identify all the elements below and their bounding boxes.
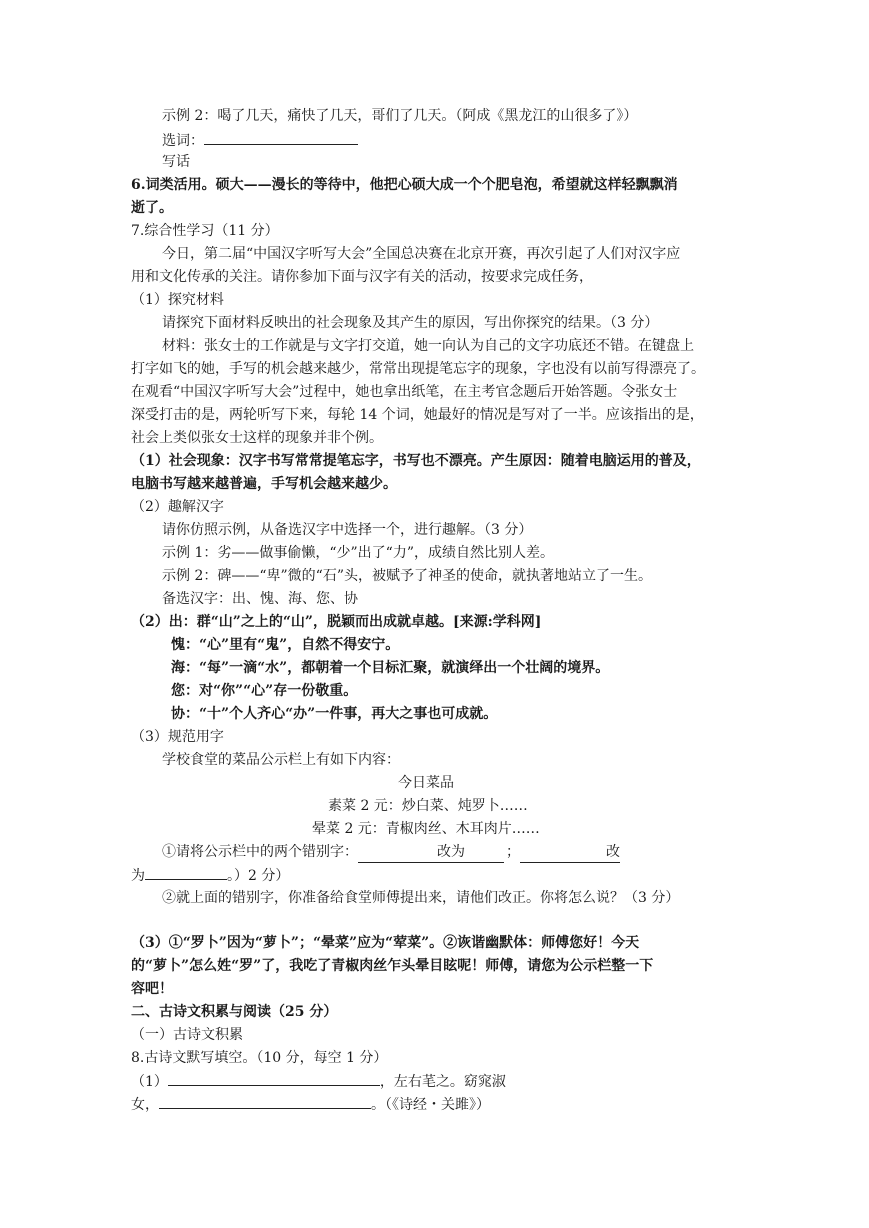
- text-line: 用和文化传承的关注。请你参加下面与汉字有关的活动，按要求完成任务，: [131, 269, 593, 285]
- section-heading: 7.综合性学习（11 分）: [131, 223, 279, 239]
- text-line: 改为: [437, 844, 465, 860]
- answer-blank[interactable]: [358, 842, 504, 863]
- text-line: 。）2 分）: [227, 868, 290, 884]
- answer-text: 您：对“你”“心”存一份敬重。: [171, 683, 358, 699]
- text-line: ①请将公示栏中的两个错别字：: [162, 844, 358, 860]
- answer-blank[interactable]: [159, 1094, 371, 1109]
- text-line: 备选汉字：出、愧、海、您、协: [162, 591, 358, 607]
- text-line: 写话: [162, 154, 190, 170]
- fill-in-line: [162, 842, 620, 863]
- answer-text: 愧：“心”里有“鬼”，自然不得安宁。: [171, 637, 400, 653]
- fill-in-line: [131, 1071, 506, 1092]
- answer-text: 容吧！: [131, 981, 173, 997]
- text-line: ；: [506, 844, 520, 860]
- text-line: ，左右芼之。窈窕淑: [379, 1074, 506, 1090]
- answer-text: 协：“十”个人齐心“办”一件事，再大之事也可成就。: [171, 706, 498, 722]
- menu-item: 晕菜 2 元：青椒肉丝、木耳肉片……: [312, 821, 540, 837]
- fill-in-line: [162, 130, 358, 151]
- text-line: 选词：: [162, 133, 204, 149]
- answer-blank[interactable]: [204, 130, 358, 145]
- text-line: 为: [131, 868, 145, 884]
- section-heading: 二、古诗文积累与阅读（25 分）: [131, 1004, 338, 1020]
- text-line: 深受打击的是，两轮听写下来，每轮 14 个词，她最好的情况是写对了一半。应该指出的是，: [131, 407, 704, 423]
- text-line: 改: [606, 844, 620, 860]
- text-line: 学校食堂的菜品公示栏上有如下内容：: [162, 752, 400, 768]
- answer-text: （2）出：群“山”之上的“山”，脱颖而出成就卓越。[来源:学科网]: [131, 614, 542, 630]
- text-line: 材料：张女士的工作就是与文字打交道，她一向认为自己的文字功底还不错。在键盘上: [162, 338, 694, 354]
- text-line: 女，: [131, 1097, 159, 1113]
- text-line: （1）: [131, 1074, 168, 1090]
- subsection-heading: （1）探究材料: [131, 292, 224, 308]
- answer-text: （3）①“罗卜”因为“萝卜”；“晕菜”应为“荤菜”。②诙谐幽默体：师傅您好！今天: [131, 935, 640, 951]
- text-line: ②就上面的错别字，你准备给食堂师傅提出来，请他们改正。你将怎么说？（3 分）: [162, 890, 680, 906]
- answer-text: （1）社会现象：汉字书写常常提笔忘字，书写也不漂亮。产生原因：随着电脑运用的普及，: [131, 453, 701, 469]
- menu-title: 今日菜品: [398, 775, 454, 791]
- text-line: 示例 1：劣——做事偷懒，“少”出了“力”，成绩自然比别人差。: [162, 545, 554, 561]
- text-line: 社会上类似张女士这样的现象并非个例。: [131, 430, 383, 446]
- answer-text: 的“萝卜”怎么姓“罗”了，我吃了青椒肉丝乍头晕目眩呢！师傅，请您为公示栏整一下: [131, 958, 654, 974]
- subsection-heading: （一）古诗文积累: [131, 1027, 243, 1043]
- text-line: 请你仿照示例，从备选汉字中选择一个，进行趣解。（3 分）: [162, 522, 533, 538]
- text-line: 。（《诗经・关雎》）: [371, 1097, 490, 1113]
- fill-in-line: [131, 865, 289, 886]
- subsection-heading: （2）趣解汉字: [131, 499, 224, 515]
- text-line: 示例 2：碑——“卑”微的“石”头，被赋予了神圣的使命，就执著地站立了一生。: [162, 568, 652, 584]
- fill-in-line: [131, 1094, 490, 1115]
- answer-text: 电脑书写越来越普遍，手写机会越来越少。: [131, 476, 397, 492]
- answer-text: 逝了。: [131, 200, 173, 216]
- answer-blank[interactable]: [520, 842, 620, 863]
- menu-item: 素菜 2 元：炒白菜、炖罗卜……: [328, 798, 528, 814]
- text-line: 在观看“中国汉字听写大会”过程中，她也拿出纸笔，在主考官念题后开始答题。令张女士: [131, 384, 678, 400]
- answer-blank[interactable]: [168, 1071, 380, 1086]
- text-line: 请探究下面材料反映出的社会现象及其产生的原因，写出你探究的结果。（3 分）: [162, 315, 659, 331]
- question-heading: 8.古诗文默写填空。（10 分，每空 1 分）: [131, 1050, 388, 1066]
- answer-text: 6.词类活用。硕大——漫长的等待中，他把心硕大成一个个肥皂泡，希望就这样轻飘飘消: [131, 177, 678, 193]
- answer-blank[interactable]: [145, 865, 227, 880]
- text-line: 打字如飞的她，手写的机会越来越少，常常出现提笔忘字的现象，字也没有以前写得漂亮了。: [131, 361, 705, 377]
- text-line: 示例 2：喝了几天，痛快了几天，哥们了几天。（阿成《黑龙江的山很多了》）: [162, 108, 638, 124]
- text-line: 今日，第二届“中国汉字听写大会”全国总决赛在北京开赛，再次引起了人们对汉字应: [162, 246, 681, 262]
- answer-text: 海：“每”一滴“水”，都朝着一个目标汇聚，就演绎出一个壮阔的境界。: [171, 660, 610, 676]
- subsection-heading: （3）规范用字: [131, 729, 224, 745]
